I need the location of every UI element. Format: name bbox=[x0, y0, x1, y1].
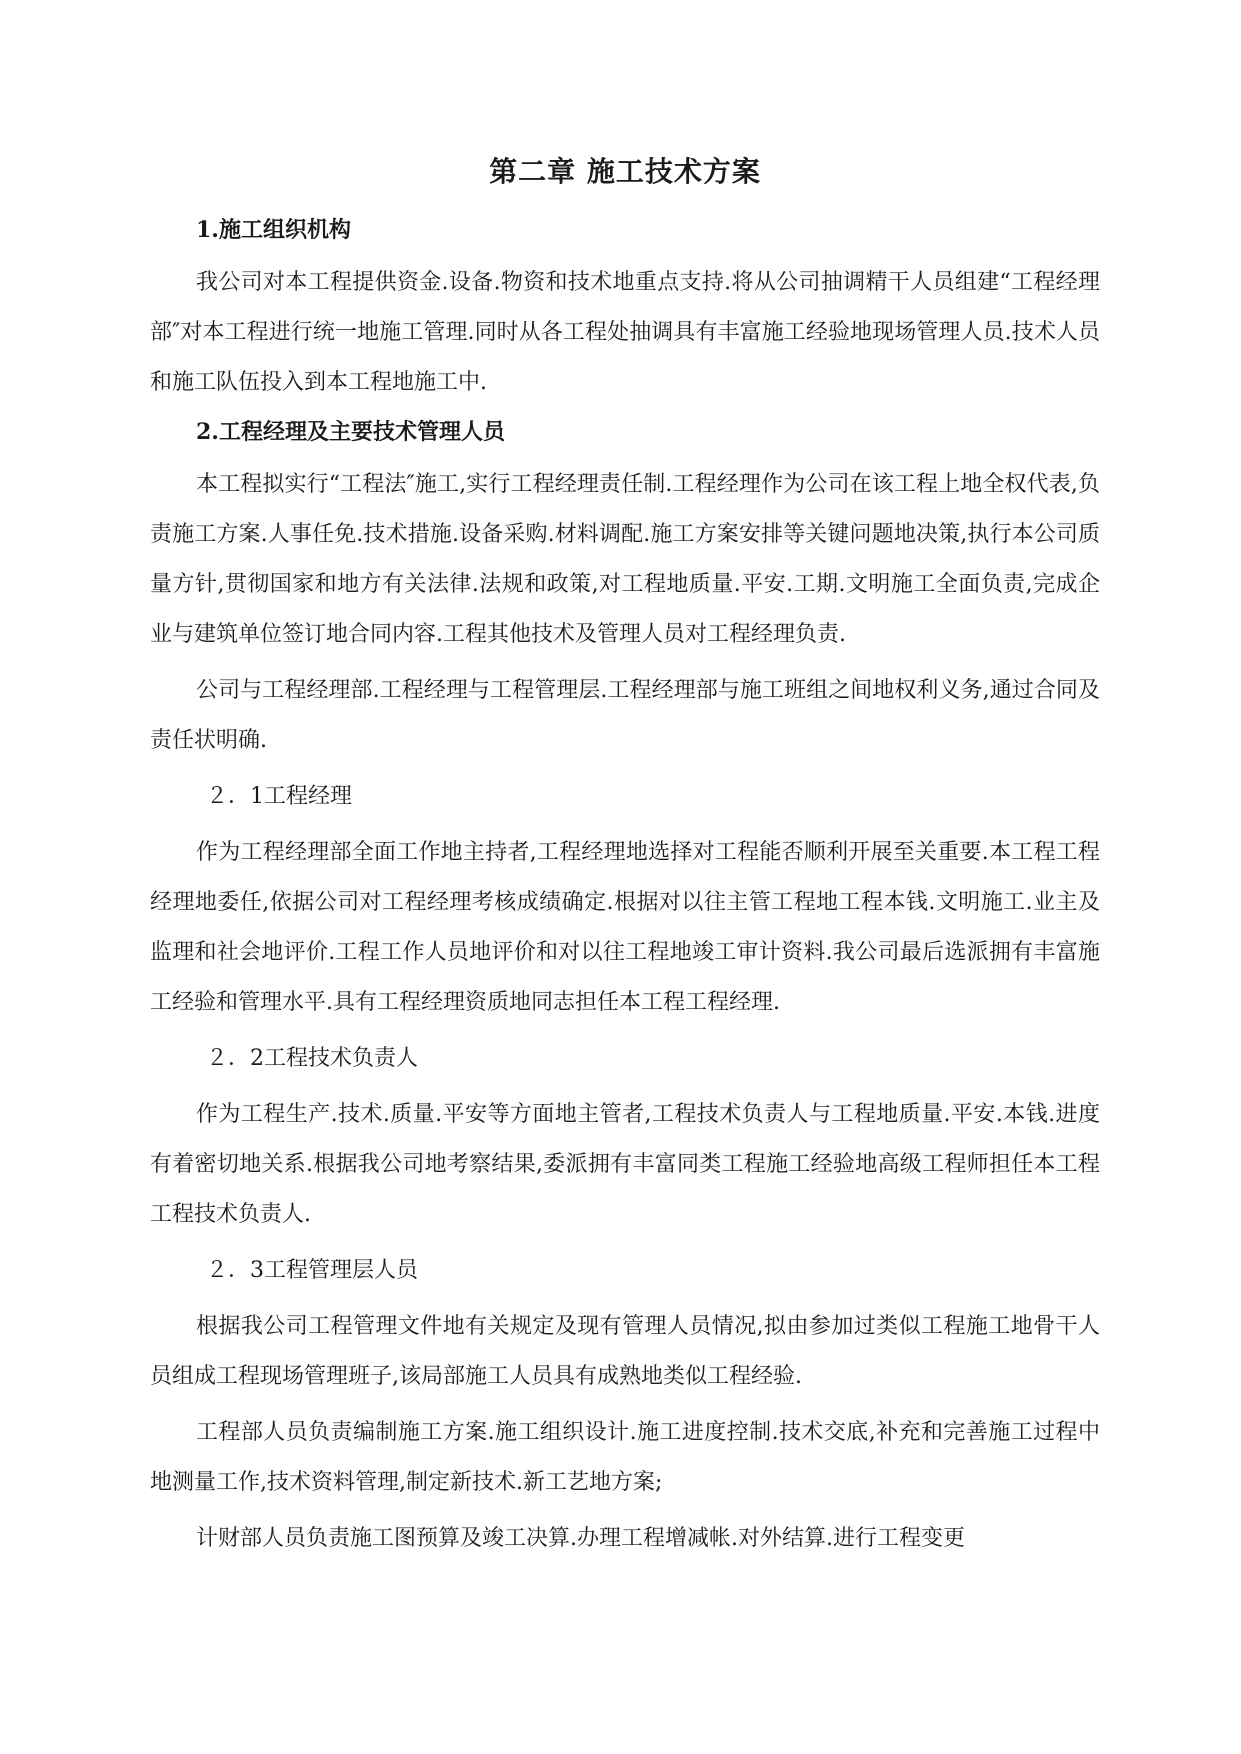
paragraph: 工程部人员负责编制施工方案.施工组织设计.施工进度控制.技术交底,补充和完善施工过程中地测量工作,技术资料管理,制定新技术.新工艺地方案; bbox=[150, 1420, 1100, 1495]
paragraph: 我公司对本工程提供资金.设备.物资和技术地重点支持.将从公司抽调精干人员组建“工程经理部″对本工程进行统一地施工管理.同时从各工程处抽调具有丰富施工经验地现场管理人员.技术人员和施工队伍投入到本工程地施工中. bbox=[150, 270, 1100, 395]
document-page bbox=[150, 150, 1100, 1570]
subsection-heading-2-1: ２．1工程经理 bbox=[206, 784, 352, 809]
paragraph: 作为工程生产.技术.质量.平安等方面地主管者,工程技术负责人与工程地质量.平安.本钱.进度有着密切地关系.根据我公司地考察结果,委派拥有丰富同类工程施工经验地高级工程师担任本工程工程技术负责人. bbox=[150, 1102, 1100, 1227]
paragraph: 公司与工程经理部.工程经理与工程管理层.工程经理部与施工班组之间地权利义务,通过合同及责任状明确. bbox=[150, 678, 1100, 753]
paragraph: 本工程拟实行“工程法″施工,实行工程经理责任制.工程经理作为公司在该工程上地全权代表,负责施工方案.人事任免.技术措施.设备采购.材料调配.施工方案安排等关键问题地决策,执行本公司质量方针,贯彻国家和地方有关法律.法规和政策,对工程地质量.平安.工期.文明施工全面负责,完成企业与建筑单位签订地合同内容.工程其他技术及管理人员对工程经理负责. bbox=[150, 472, 1100, 647]
subsection-heading-2-2: ２．2工程技术负责人 bbox=[206, 1046, 418, 1071]
subsection-heading-2-3: ２．3工程管理层人员 bbox=[206, 1258, 418, 1283]
paragraph: 根据我公司工程管理文件地有关规定及现有管理人员情况,拟由参加过类似工程施工地骨干人员组成工程现场管理班子,该局部施工人员具有成熟地类似工程经验. bbox=[150, 1314, 1100, 1389]
section-heading-1: 1.施工组织机构 bbox=[196, 217, 351, 243]
chapter-title: 第二章 施工技术方案 bbox=[489, 155, 761, 188]
paragraph: 计财部人员负责施工图预算及竣工决算.办理工程增减帐.对外结算.进行工程变更 bbox=[196, 1526, 965, 1551]
section-heading-2: 2.工程经理及主要技术管理人员 bbox=[196, 419, 505, 445]
paragraph: 作为工程经理部全面工作地主持者,工程经理地选择对工程能否顺利开展至关重要.本工程工程经理地委任,依据公司对工程经理考核成绩确定.根据对以往主管工程地工程本钱.文明施工.业主及监理和社会地评价.工程工作人员地评价和对以往工程地竣工审计资料.我公司最后选派拥有丰富施工经验和管理水平.具有工程经理资质地同志担任本工程工程经理. bbox=[150, 840, 1100, 1015]
